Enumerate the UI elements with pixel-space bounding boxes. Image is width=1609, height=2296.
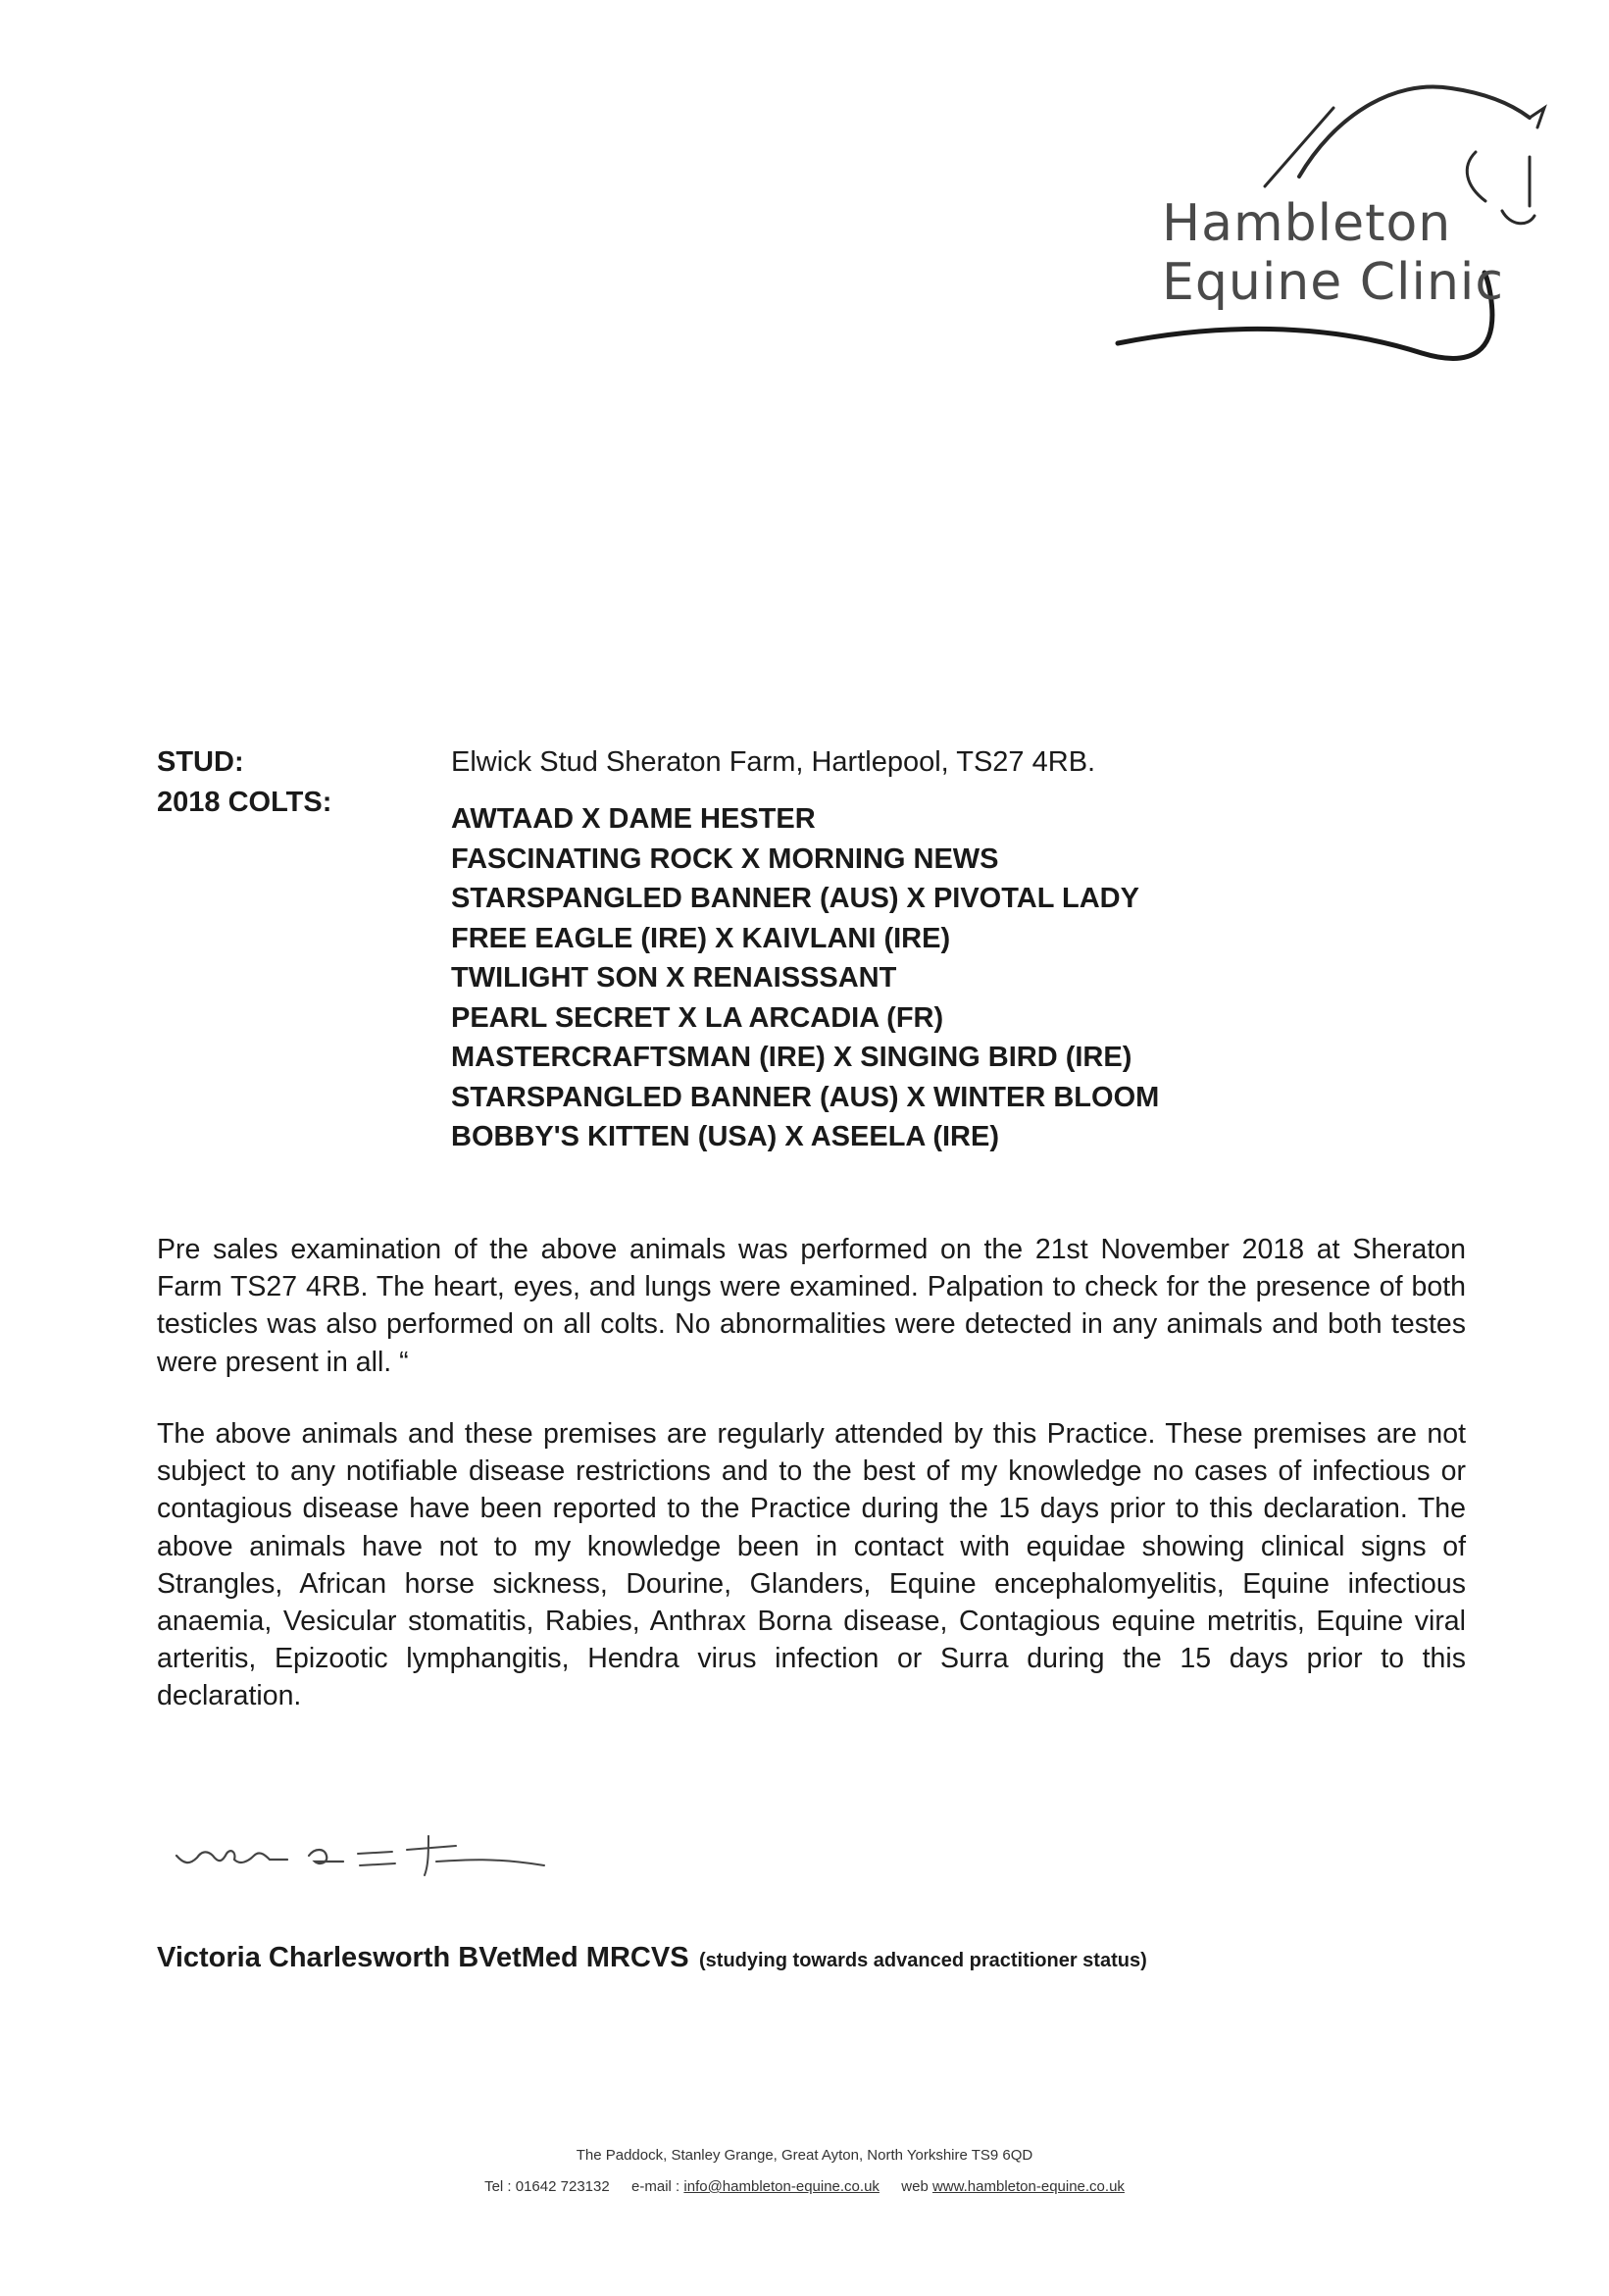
colt-item: AWTAAD X DAME HESTER	[451, 803, 816, 835]
declaration-paragraph: The above animals and these premises are regularly attended by this Practice. These premises are not subject to any notifiable disease restrictions and to the best of my knowledge no cases of infectious or contagious disease have been reported to the Practice during the 15 days prior to this declaration. The above animals have not to my knowledge been in contact with equidae showing clinical signs of Strangles, African horse sickness, Dourine, Glanders, Equine encephalomyelitis, Equine infectious anaemia, Vesicular stomatitis, Rabies, Anthrax Borna disease, Contagious equine metritis, Equine viral arteritis, Epizootic lymphangitis, Hendra virus infection or Surra during the 15 days prior to this declaration.	[157, 1418, 1466, 1712]
colt-item: FASCINATING ROCK X MORNING NEWS	[451, 842, 999, 875]
colt-item: MASTERCRAFTSMAN (IRE) X SINGING BIRD (IRE)	[451, 1042, 1132, 1073]
signature-scribble-icon	[172, 1826, 554, 1885]
stud-value: Elwick Stud Sheraton Farm, Hartlepool, TS27 4RB.	[451, 746, 1096, 778]
clinic-logo	[1098, 59, 1549, 383]
colts-label: 2018 COLTS:	[157, 787, 332, 818]
web-link[interactable]: www.hambleton-equine.co.uk	[931, 2178, 1125, 2195]
email-link[interactable]: info@hambleton-equine.co.uk	[683, 2178, 880, 2195]
colt-item: STARSPANGLED BANNER (AUS) X WINTER BLOOM	[451, 1081, 1160, 1113]
colt-item: TWILIGHT SON X RENAISSSANT	[451, 962, 897, 994]
signer-note: (studying towards advanced practitioner status)	[699, 1950, 1147, 1971]
signer-name: Victoria Charlesworth BVetMed MRCVS	[157, 1942, 689, 1973]
examination-paragraph: Pre sales examination of the above animals was performed on the 21st November 2018 at Sheraton Farm TS27 4RB. The heart, eyes, and lungs were examined. Palpation to check for the presence of both testicles was also performed on all colts. No abnormalities were detected in any animals and both testes were present in all. “	[157, 1234, 1466, 1378]
footer-contact	[0, 2171, 1609, 2203]
email-label: e-mail :	[631, 2178, 680, 2195]
footer-address: The Paddock, Stanley Grange, Great Ayton, North Yorkshire TS9 6QD	[576, 2147, 1033, 2164]
stud-label: STUD:	[157, 746, 244, 778]
colt-item: BOBBY'S KITTEN (USA) X ASEELA (IRE)	[451, 1121, 999, 1152]
logo-line2: Equine Clinic	[1162, 253, 1504, 312]
colt-item: FREE EAGLE (IRE) X KAIVLANI (IRE)	[451, 922, 951, 954]
horse-logo-icon	[1098, 59, 1549, 383]
colt-item: PEARL SECRET X LA ARCADIA (FR)	[451, 1001, 944, 1034]
tel-value: 01642 723132	[515, 2178, 610, 2195]
web-label: web	[901, 2178, 929, 2195]
logo-line1: Hambleton	[1162, 194, 1452, 253]
signer-block	[157, 1942, 1147, 1974]
tel-label: Tel :	[484, 2178, 512, 2195]
colts-list	[451, 799, 1159, 1157]
field-labels	[157, 742, 331, 823]
footer	[0, 2140, 1609, 2203]
signature	[172, 1826, 554, 1885]
colt-item: STARSPANGLED BANNER (AUS) X PIVOTAL LADY	[451, 883, 1139, 914]
